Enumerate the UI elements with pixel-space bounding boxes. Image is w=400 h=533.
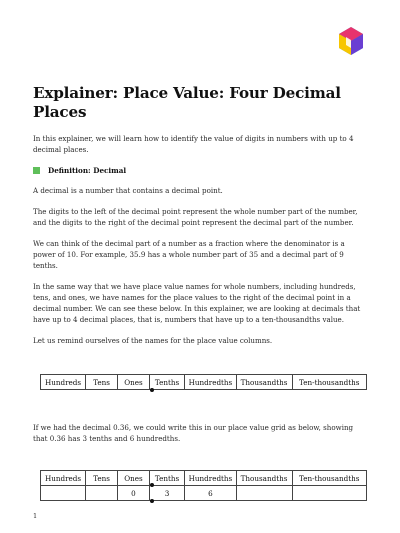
- value-cell: 6: [185, 486, 236, 501]
- paragraph-place-names: In the same way that we have place value names for whole numbers, including hundreds, tens, and ones, we have names for the place values to the right of the decimal point in a decimal number. We can see these below. In this explainer, we are looking at decimals that have up to 4 decimal places, that is, numbers that have up to a ten-thousandths value.: [33, 282, 361, 324]
- header-cell: Thousandths: [236, 471, 292, 486]
- definition-title: Definition: Decimal: [48, 166, 127, 175]
- paragraph-fraction: We can think of the decimal part of a number as a fraction where the denominator is a power of 10. For example, 35.9 has a whole number part of 35 and a decimal part of 9 tenths.: [33, 239, 345, 270]
- header-cell: Hundreds: [41, 471, 86, 486]
- nagwa-logo-icon: [336, 26, 366, 56]
- value-cell: [86, 486, 118, 501]
- decimal-point-marker: [150, 388, 154, 392]
- paragraph-digits: The digits to the left of the decimal point represent the whole number part of the number, and the digits to the right of the decimal point represent the decimal part of the number.: [33, 207, 358, 227]
- table-value-row: [41, 486, 367, 501]
- header-cell: Ten-thousandths: [292, 375, 367, 390]
- paragraph-remind: Let us remind ourselves of the names for the place value columns.: [33, 336, 273, 345]
- place-value-table-headers: [40, 374, 367, 390]
- definition-marker-icon: [33, 167, 40, 174]
- definition-text: A decimal is a number that contains a decimal point.: [33, 186, 223, 195]
- header-cell: Tenths: [149, 375, 185, 390]
- value-cell: [41, 486, 86, 501]
- header-cell: Hundredths: [185, 471, 236, 486]
- decimal-point-marker: [150, 483, 154, 487]
- header-cell: Tens: [86, 471, 118, 486]
- header-cell: Ones: [118, 375, 149, 390]
- value-cell: [292, 486, 367, 501]
- example-paragraph: If we had the decimal 0.36, we could write this in our place value grid as below, showing that 0.36 has 3 tenths and 6 hundredths.: [33, 423, 354, 443]
- header-cell: Ten-thousandths: [292, 471, 367, 486]
- header-cell: Ones: [118, 471, 149, 486]
- value-cell: 3: [149, 486, 185, 501]
- place-value-table-example: [40, 470, 367, 501]
- page-title: Explainer: Place Value: Four Decimal Places: [33, 84, 341, 121]
- document-body: [33, 84, 367, 505]
- table-header-row: [41, 471, 367, 486]
- decimal-point-marker: [150, 499, 154, 503]
- header-cell: Hundreds: [41, 375, 86, 390]
- page-number: 1: [33, 512, 38, 520]
- header-cell: Tenths: [149, 471, 185, 486]
- value-cell: 0: [118, 486, 149, 501]
- value-cell: [236, 486, 292, 501]
- header-cell: Hundredths: [185, 375, 236, 390]
- intro-paragraph: In this explainer, we will learn how to identify the value of digits in numbers with up to 4 decimal places.: [33, 134, 354, 154]
- header-cell: Thousandths: [236, 375, 292, 390]
- definition-heading: [33, 166, 367, 175]
- table-header-row: [41, 375, 367, 390]
- header-cell: Tens: [86, 375, 118, 390]
